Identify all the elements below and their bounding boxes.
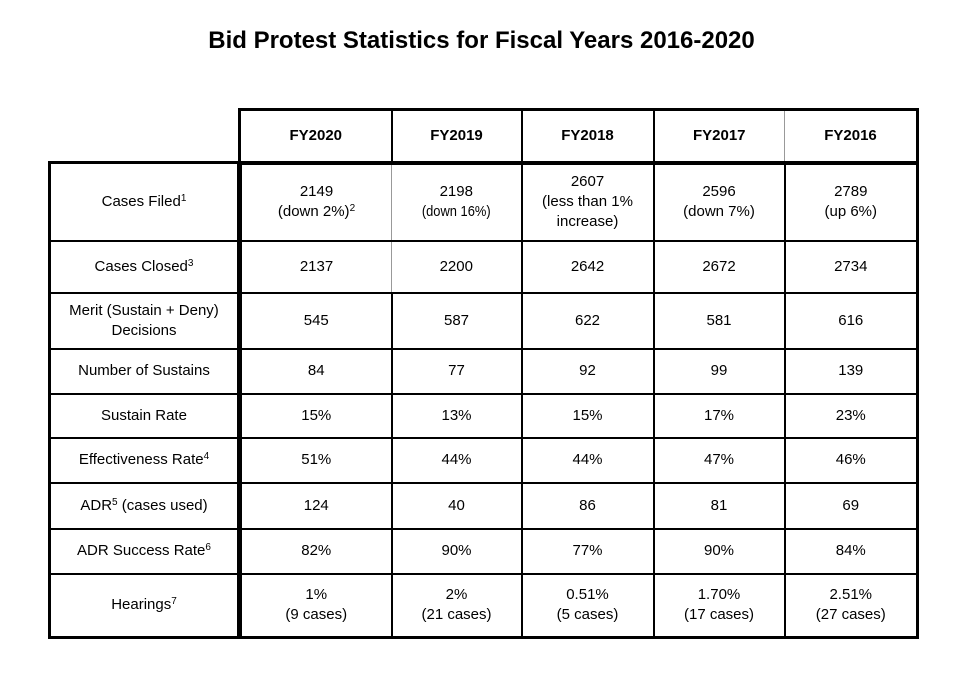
- data-cell-fy2017: 90%: [654, 529, 785, 574]
- data-cell-fy2017: 581: [654, 293, 785, 349]
- table-row: [50, 483, 918, 529]
- data-cell-fy2016: 46%: [785, 438, 918, 483]
- table-row: [50, 574, 918, 638]
- row-label: Cases Filed$^1$: [50, 163, 240, 241]
- column-header-fy2018: FY2018: [522, 110, 654, 163]
- data-cell-fy2018: 2642: [522, 241, 654, 293]
- data-cell-fy2017: 47%: [654, 438, 785, 483]
- data-cell-fy2018: 86: [522, 483, 654, 529]
- data-cell-fy2016: 84%: [785, 529, 918, 574]
- corner-cell: [50, 110, 240, 163]
- data-cell-fy2018: 622: [522, 293, 654, 349]
- data-cell-fy2017: 2672: [654, 241, 785, 293]
- data-cell-fy2020: 82%: [240, 529, 392, 574]
- data-cell-fy2016: 2734: [785, 241, 918, 293]
- data-cell-fy2019: 44%: [392, 438, 522, 483]
- data-cell-fy2016: 23%: [785, 394, 918, 438]
- data-cell-fy2019: 587: [392, 293, 522, 349]
- row-label: Number of Sustains: [50, 349, 240, 394]
- data-cell-fy2018: 15%: [522, 394, 654, 438]
- table-row: [50, 293, 918, 349]
- data-cell-fy2020: 51%: [240, 438, 392, 483]
- data-cell-fy2018: 92: [522, 349, 654, 394]
- table-row: [50, 394, 918, 438]
- data-cell-fy2019: 90%: [392, 529, 522, 574]
- page-title: Bid Protest Statistics for Fiscal Years 2016-2020: [208, 27, 755, 54]
- data-cell-fy2018: 44%: [522, 438, 654, 483]
- column-header-fy2017: FY2017: [654, 110, 785, 163]
- data-cell-fy2019: 13%: [392, 394, 522, 438]
- data-cell-fy2019: 77: [392, 349, 522, 394]
- column-header-fy2019: FY2019: [392, 110, 522, 163]
- row-label: ADR$^5$ (cases used): [50, 483, 240, 529]
- row-label: Effectiveness Rate$^4$: [50, 438, 240, 483]
- data-cell-fy2020: 84: [240, 349, 392, 394]
- data-cell-fy2019: 2200: [392, 241, 522, 293]
- row-label: Merit (Sustain + Deny) Decisions: [50, 293, 240, 349]
- data-cell-fy2016: 616: [785, 293, 918, 349]
- bid-protest-stats-table: [48, 108, 919, 639]
- data-cell-fy2017: 17%: [654, 394, 785, 438]
- table-row: [50, 438, 918, 483]
- row-label: Hearings$^7$: [50, 574, 240, 638]
- data-cell-fy2017: 81: [654, 483, 785, 529]
- data-cell-fy2016: 69: [785, 483, 918, 529]
- data-cell-fy2016: 2789 (up 6%): [785, 163, 918, 241]
- data-cell-fy2020: 1% (9 cases): [240, 574, 392, 638]
- header-row: [50, 110, 918, 163]
- data-cell-fy2018: 77%: [522, 529, 654, 574]
- data-cell-fy2020: 2149 (down 2%)$^2$: [240, 163, 392, 241]
- table-row: [50, 529, 918, 574]
- table-row: [50, 349, 918, 394]
- data-cell-fy2020: 545: [240, 293, 392, 349]
- column-header-fy2016: FY2016: [785, 110, 918, 163]
- data-cell-fy2020: 2137: [240, 241, 392, 293]
- column-header-fy2020: FY2020: [240, 110, 392, 163]
- table-row: [50, 241, 918, 293]
- data-cell-fy2020: 124: [240, 483, 392, 529]
- data-cell-fy2019: 2% (21 cases): [392, 574, 522, 638]
- data-cell-fy2018: 2607 (less than 1% increase): [522, 163, 654, 241]
- row-label: Sustain Rate: [50, 394, 240, 438]
- data-cell-fy2017: 99: [654, 349, 785, 394]
- data-cell-fy2019: 40: [392, 483, 522, 529]
- data-cell-fy2018: 0.51% (5 cases): [522, 574, 654, 638]
- data-cell-fy2020: 15%: [240, 394, 392, 438]
- data-cell-fy2016: 2.51% (27 cases): [785, 574, 918, 638]
- data-cell-fy2017: 2596 (down 7%): [654, 163, 785, 241]
- data-cell-fy2019: 2198 (down 16%): [392, 163, 522, 241]
- data-cell-fy2016: 139: [785, 349, 918, 394]
- data-cell-fy2017: 1.70% (17 cases): [654, 574, 785, 638]
- table-body: [50, 163, 918, 638]
- row-label: Cases Closed$^3$: [50, 241, 240, 293]
- table-row: [50, 163, 918, 241]
- row-label: ADR Success Rate$^6$: [50, 529, 240, 574]
